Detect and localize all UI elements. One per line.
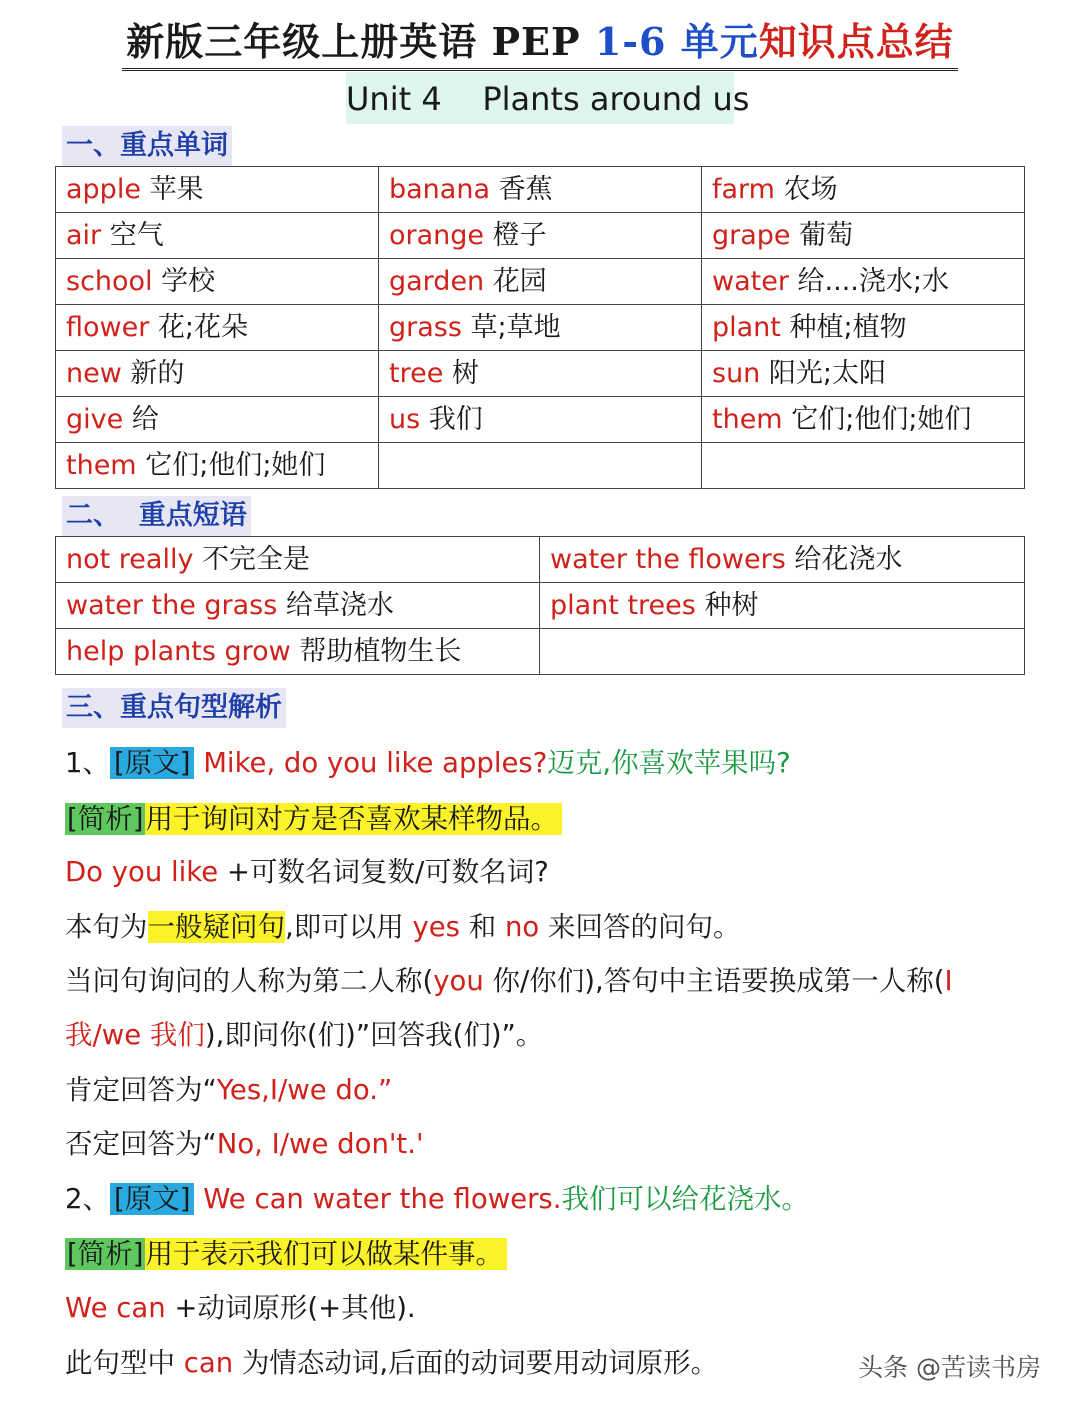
chinese-meaning: 它们;他们;她们 bbox=[145, 450, 326, 481]
vocab-table bbox=[55, 166, 1025, 489]
english-term: garden bbox=[389, 266, 485, 297]
s2-modal-note: 此句型中 can 为情态动词,后面的动词要用动词原形。 bbox=[65, 1347, 719, 1379]
english-term: banana bbox=[389, 174, 490, 205]
phrase-table bbox=[55, 536, 1025, 675]
english-term: orange bbox=[389, 220, 485, 251]
english-term: school bbox=[66, 266, 153, 297]
chinese-meaning: 不完全是 bbox=[202, 544, 311, 575]
chinese-meaning: 阳光;太阳 bbox=[768, 358, 886, 389]
table-cell bbox=[379, 351, 702, 397]
chinese-meaning: 树 bbox=[451, 358, 479, 389]
english-term: give bbox=[66, 404, 124, 435]
chinese-meaning: 种树 bbox=[704, 590, 759, 621]
table-cell bbox=[702, 167, 1025, 213]
chinese-meaning: 种植;植物 bbox=[789, 312, 907, 343]
s2-original: 2、 [原文] We can water the flowers.我们可以给花浇水。 bbox=[65, 1183, 809, 1215]
english-term: air bbox=[66, 220, 102, 251]
chinese-meaning: 苹果 bbox=[149, 174, 204, 205]
english-term: plant trees bbox=[550, 590, 696, 621]
chinese-meaning: 橙子 bbox=[492, 220, 547, 251]
s1-pattern: Do you like +可数名词复数/可数名词? bbox=[65, 856, 549, 888]
s1-person-note: 当问句询问的人称为第二人称(you 你/你们),答句中主语要换成第一人称(I bbox=[65, 965, 953, 997]
english-term: apple bbox=[66, 174, 141, 205]
section-heading-words: 一、重点单词 bbox=[62, 126, 232, 166]
english-term: them bbox=[66, 450, 137, 481]
table-cell bbox=[702, 351, 1025, 397]
table-row bbox=[56, 259, 1025, 305]
table-row bbox=[56, 537, 1025, 583]
table-cell bbox=[702, 397, 1025, 443]
table-cell bbox=[379, 259, 702, 305]
table-cell bbox=[56, 397, 379, 443]
chinese-meaning: 空气 bbox=[109, 220, 164, 251]
table-cell bbox=[540, 583, 1025, 629]
s2-analysis: [简析]用于表示我们可以做某件事。 bbox=[65, 1231, 507, 1277]
chinese-meaning: 香蕉 bbox=[498, 174, 553, 205]
table-row bbox=[56, 167, 1025, 213]
unit-subtitle: Unit 4 Plants around us bbox=[346, 72, 734, 124]
english-term: grape bbox=[712, 220, 791, 251]
chinese-meaning: 帮助植物生长 bbox=[299, 636, 462, 667]
chinese-meaning: 草;草地 bbox=[470, 312, 561, 343]
original-tag: [原文] bbox=[110, 747, 194, 779]
chinese-meaning: 给草浇水 bbox=[285, 590, 394, 621]
table-cell bbox=[56, 305, 379, 351]
table-cell bbox=[56, 583, 540, 629]
table-cell bbox=[379, 167, 702, 213]
chinese-meaning: 花;花朵 bbox=[157, 312, 249, 343]
table-cell bbox=[540, 629, 1025, 675]
english-term: plant bbox=[712, 312, 781, 343]
section-heading-sentences: 三、重点句型解析 bbox=[62, 688, 286, 728]
english-term: water bbox=[712, 266, 789, 297]
original-tag: [原文] bbox=[110, 1183, 194, 1215]
s1-positive-answer: 肯定回答为“Yes,I/we do.” bbox=[65, 1074, 393, 1106]
english-term: not really bbox=[66, 544, 194, 575]
table-cell bbox=[56, 167, 379, 213]
table-cell bbox=[540, 537, 1025, 583]
analysis-tag: [简析] bbox=[67, 1238, 144, 1270]
table-row bbox=[56, 443, 1025, 489]
table-cell bbox=[379, 397, 702, 443]
table-cell bbox=[379, 213, 702, 259]
chinese-meaning: 学校 bbox=[161, 266, 216, 297]
table-cell bbox=[702, 443, 1025, 489]
chinese-meaning: 给....浇水;水 bbox=[797, 266, 949, 297]
chinese-meaning: 花园 bbox=[492, 266, 547, 297]
page-title bbox=[0, 16, 1080, 71]
s1-negative-answer: 否定回答为“No, I/we don't.' bbox=[65, 1128, 424, 1160]
english-term: sun bbox=[712, 358, 761, 389]
watermark: 头条 @苦读书房 bbox=[858, 1353, 1041, 1382]
table-row bbox=[56, 583, 1025, 629]
table-row bbox=[56, 351, 1025, 397]
analysis-tag: [简析] bbox=[67, 803, 144, 835]
table-row bbox=[56, 397, 1025, 443]
chinese-meaning: 农场 bbox=[783, 174, 838, 205]
english-term: them bbox=[712, 404, 783, 435]
chinese-meaning: 新的 bbox=[130, 358, 185, 389]
table-cell bbox=[702, 213, 1025, 259]
english-term: help plants grow bbox=[66, 636, 291, 667]
table-row bbox=[56, 213, 1025, 259]
table-row bbox=[56, 629, 1025, 675]
english-term: tree bbox=[389, 358, 444, 389]
chinese-meaning: 给花浇水 bbox=[794, 544, 903, 575]
s1-original: 1、 [原文] Mike, do you like apples?迈克,你喜欢苹果吗? bbox=[65, 747, 791, 779]
english-term: farm bbox=[712, 174, 775, 205]
table-cell bbox=[56, 213, 379, 259]
english-term: flower bbox=[66, 312, 150, 343]
english-term: water the grass bbox=[66, 590, 278, 621]
english-term: new bbox=[66, 358, 122, 389]
english-term: us bbox=[389, 404, 421, 435]
table-cell bbox=[56, 259, 379, 305]
page-title-text: 新版三年级上册英语 PEP 1-6 单元知识点总结 bbox=[122, 16, 957, 71]
table-cell bbox=[56, 443, 379, 489]
chinese-meaning: 葡萄 bbox=[799, 220, 854, 251]
table-cell bbox=[379, 443, 702, 489]
english-term: grass bbox=[389, 312, 462, 343]
table-cell bbox=[379, 305, 702, 351]
english-term: water the flowers bbox=[550, 544, 786, 575]
chinese-meaning: 给 bbox=[131, 404, 159, 435]
chinese-meaning: 它们;他们;她们 bbox=[791, 404, 972, 435]
s1-analysis: [简析]用于询问对方是否喜欢某样物品。 bbox=[65, 796, 562, 842]
s2-pattern: We can +动词原形(+其他). bbox=[65, 1292, 416, 1324]
table-cell bbox=[56, 351, 379, 397]
s1-person-note-cont: 我/we 我们),即问你(们)”回答我(们)”。 bbox=[65, 1019, 544, 1051]
chinese-meaning: 我们 bbox=[428, 404, 483, 435]
table-cell bbox=[702, 259, 1025, 305]
table-cell bbox=[702, 305, 1025, 351]
table-cell bbox=[56, 629, 540, 675]
table-cell bbox=[56, 537, 540, 583]
table-row bbox=[56, 305, 1025, 351]
s1-type-note: 本句为一般疑问句,即可以用 yes 和 no 来回答的问句。 bbox=[65, 911, 741, 943]
section-heading-phrases: 二、 重点短语 bbox=[62, 496, 251, 536]
